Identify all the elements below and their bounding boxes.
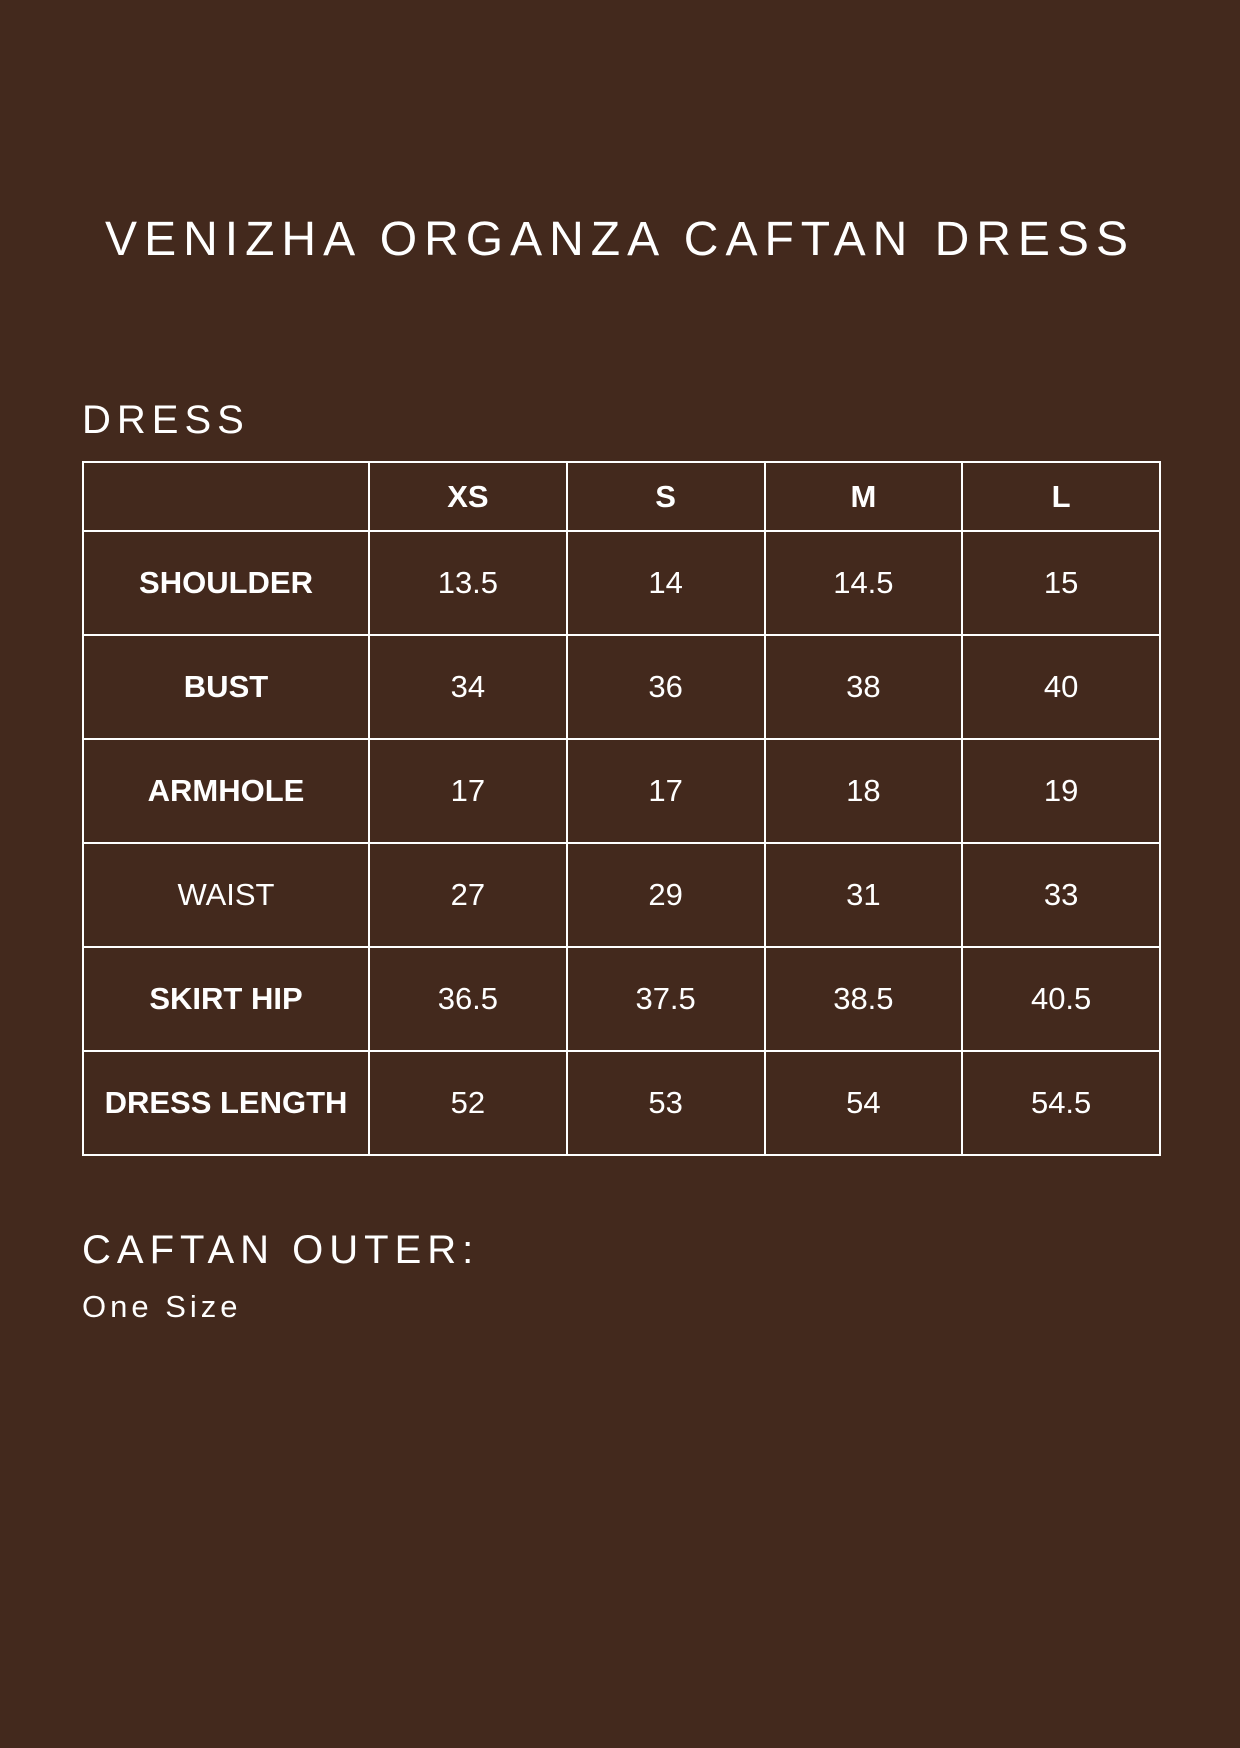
table-cell: 19 (962, 739, 1160, 843)
header-cell-s: S (567, 462, 765, 531)
table-cell: 40 (962, 635, 1160, 739)
table-cell: 54 (765, 1051, 963, 1155)
table-cell: 17 (369, 739, 567, 843)
table-cell: 15 (962, 531, 1160, 635)
header-cell-xs: XS (369, 462, 567, 531)
caftan-size-text: One Size (82, 1289, 242, 1324)
header-cell-l: L (962, 462, 1160, 531)
row-label: SKIRT HIP (83, 947, 369, 1051)
table-cell: 54.5 (962, 1051, 1160, 1155)
row-label: WAIST (83, 843, 369, 947)
table-cell: 36.5 (369, 947, 567, 1051)
table-cell: 18 (765, 739, 963, 843)
table-row-shoulder (83, 531, 1160, 635)
table-cell: 17 (567, 739, 765, 843)
table-cell: 38 (765, 635, 963, 739)
table-cell: 14.5 (765, 531, 963, 635)
row-label: DRESS LENGTH (83, 1051, 369, 1155)
table-cell: 31 (765, 843, 963, 947)
table-row-bust (83, 635, 1160, 739)
row-label: BUST (83, 635, 369, 739)
dress-size-table (82, 461, 1161, 1156)
table-row-armhole (83, 739, 1160, 843)
table-cell: 38.5 (765, 947, 963, 1051)
table-cell: 27 (369, 843, 567, 947)
header-cell-empty (83, 462, 369, 531)
header-cell-m: M (765, 462, 963, 531)
table-cell: 37.5 (567, 947, 765, 1051)
table-cell: 14 (567, 531, 765, 635)
dress-section-heading: DRESS (82, 398, 250, 442)
table-row-dress-length (83, 1051, 1160, 1155)
table-cell: 33 (962, 843, 1160, 947)
table-cell: 40.5 (962, 947, 1160, 1051)
caftan-section-heading: CAFTAN OUTER: (82, 1228, 480, 1272)
page-title: VENIZHA ORGANZA CAFTAN DRESS (105, 213, 1135, 266)
table-row-waist (83, 843, 1160, 947)
table-cell: 29 (567, 843, 765, 947)
table-cell: 36 (567, 635, 765, 739)
table-row-skirt-hip (83, 947, 1160, 1051)
table-header-row (83, 462, 1160, 531)
row-label: SHOULDER (83, 531, 369, 635)
row-label: ARMHOLE (83, 739, 369, 843)
table-cell: 34 (369, 635, 567, 739)
table-cell: 53 (567, 1051, 765, 1155)
table-cell: 13.5 (369, 531, 567, 635)
table-cell: 52 (369, 1051, 567, 1155)
